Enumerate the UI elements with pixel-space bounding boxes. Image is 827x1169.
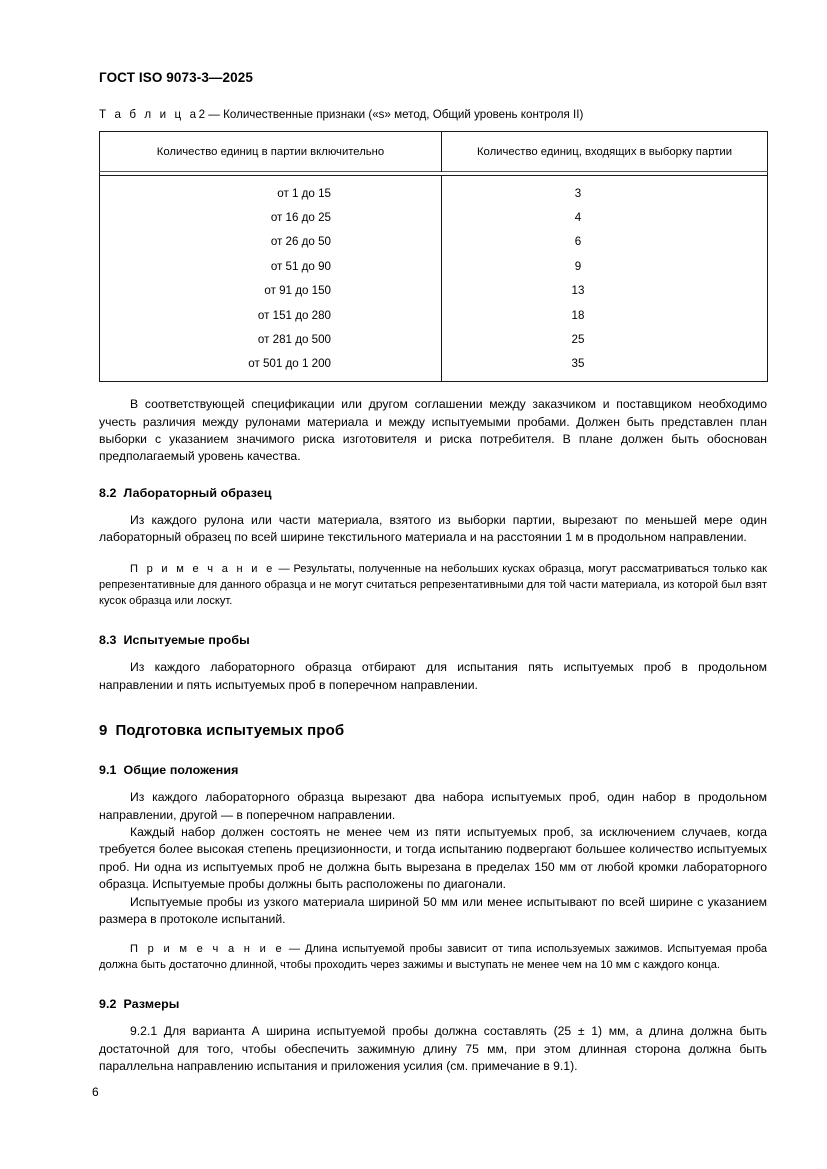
range-value: от 51 до 90 xyxy=(270,259,331,273)
spacer xyxy=(99,609,767,633)
range-value: от 91 до 150 xyxy=(264,284,331,298)
count-value: 9 xyxy=(574,259,582,273)
range-value: от 281 до 500 xyxy=(257,333,331,347)
table-cell-count xyxy=(442,279,768,303)
spacer xyxy=(99,1011,767,1023)
table-body xyxy=(100,176,768,382)
table-cell-range xyxy=(100,327,442,351)
heading-9-1-title: Общие положения xyxy=(123,763,239,778)
spacer xyxy=(99,777,767,789)
table-row xyxy=(100,303,768,327)
table-cell-count xyxy=(442,205,768,229)
running-head: ГОСТ ISO 9073-3—2025 xyxy=(99,70,253,85)
spacer xyxy=(99,466,767,486)
range-value: от 151 до 280 xyxy=(257,308,331,322)
spacer xyxy=(99,929,767,941)
count-value: 6 xyxy=(574,235,582,249)
count-value: 3 xyxy=(574,186,582,200)
table-cell-range xyxy=(100,352,442,382)
table-row xyxy=(100,327,768,351)
spacer xyxy=(99,547,767,561)
table-cell-count xyxy=(442,230,768,254)
table-header-cell-sample-size: Количество единиц, входящих в выборку партии xyxy=(476,146,733,158)
sampling-table xyxy=(99,131,768,382)
table-cell-count xyxy=(442,176,768,206)
heading-clause-9-title: Подготовка испытуемых проб xyxy=(115,722,345,740)
heading-8-2 xyxy=(99,486,767,500)
table-cell-range xyxy=(100,230,442,254)
table-row xyxy=(100,176,768,206)
heading-9-2-title: Размеры xyxy=(123,997,180,1012)
count-value: 18 xyxy=(571,308,585,322)
heading-8-3-number: 8.3 xyxy=(99,633,117,648)
spacer xyxy=(99,694,767,722)
table-header xyxy=(100,132,768,176)
heading-9-2 xyxy=(99,997,767,1011)
table-row xyxy=(100,205,768,229)
heading-8-2-number: 8.2 xyxy=(99,485,117,500)
page-content xyxy=(99,107,767,1075)
count-value: 25 xyxy=(571,333,585,347)
paragraph-9-2-1: 9.2.1 Для варианта А ширина испытуемой пробы должна составлять (25 ± 1) мм, а длина должна быть достаточной для того, чтобы обеспечить зажимную длину 75 мм, при этом длинная сторона должна быть параллельна направлению испытания и приложения усилия (см. примечание в 9.1). xyxy=(99,1024,767,1073)
table-row xyxy=(100,352,768,382)
spacer xyxy=(99,382,767,396)
table-header-row xyxy=(100,132,768,172)
paragraph-8-3: Из каждого лабораторного образца отбирают для испытания пять испытуемых проб в продольном направлении и пять испытуемых проб в поперечном направлении. xyxy=(99,660,767,692)
heading-9-1-number: 9.1 xyxy=(99,763,117,778)
paragraph-9-1-1: Из каждого лабораторного образца вырезают два набора испытуемых проб, один набор в продольном направлении, другой — в поперечном направлении. xyxy=(99,790,767,822)
table-caption-keyword: Т а б л и ц а xyxy=(99,108,199,121)
table-cell-count xyxy=(442,352,768,382)
paragraph-after-table: В соответствующей спецификации или другом соглашении между заказчиком и поставщиком необходимо учесть различия между рулонами материала и между испытуемыми пробами. Должен быть представлен план выборки с указанием значимого риска изготовителя и риска потребителя. В плане должен быть обоснован предполагаемый уровень качества. xyxy=(99,397,767,464)
table-caption xyxy=(99,107,767,122)
table-row xyxy=(100,230,768,254)
table-row xyxy=(100,279,768,303)
note-9-1-text: — Длина испытуемой пробы зависит от типа используемых зажимов. Испытуемая проба должна быть достаточно длинной, чтобы проходить через зажимы и выступать не менее чем на 10 мм с каждого конца. xyxy=(99,942,767,971)
spacer xyxy=(99,739,767,763)
note-9-1 xyxy=(99,941,767,974)
note-9-1-keyword: П р и м е ч а н и е xyxy=(130,942,285,955)
spacer xyxy=(99,973,767,997)
note-8-2-keyword: П р и м е ч а н и е xyxy=(130,562,275,575)
count-value: 35 xyxy=(571,357,585,371)
heading-clause-9-number: 9 xyxy=(99,722,108,740)
note-8-2-text: — Результаты, полученные на небольших кусках образца, могут рассматриваться только как репрезентативные для данного образца и не могут считаться репрезентативными для той части материала, из которой был взят кусок образца или лоскут. xyxy=(99,562,767,608)
table-cell-range xyxy=(100,176,442,206)
heading-9-2-number: 9.2 xyxy=(99,997,117,1012)
table-header-cell-lot-size: Количество единиц в партии включительно xyxy=(100,132,442,172)
heading-9-1 xyxy=(99,763,767,777)
table-caption-rest: 2 — Количественные признаки («s» метод, Общий уровень контроля II) xyxy=(198,108,584,121)
table-cell-range xyxy=(100,279,442,303)
heading-clause-9 xyxy=(99,722,767,739)
count-value: 4 xyxy=(574,211,582,225)
table-cell-count xyxy=(442,303,768,327)
table-cell-range xyxy=(100,205,442,229)
heading-8-3-title: Испытуемые пробы xyxy=(123,633,250,648)
paragraph-9-1-3: Испытуемые пробы из узкого материала шириной 50 мм или менее испытывают по всей ширине с указанием размера в протоколе испытаний. xyxy=(99,894,767,927)
table-cell-range xyxy=(100,254,442,278)
range-value: от 1 до 15 xyxy=(277,186,331,200)
heading-8-3 xyxy=(99,633,767,647)
table-row xyxy=(100,254,768,278)
range-value: от 26 до 50 xyxy=(270,235,331,249)
range-value: от 501 до 1 200 xyxy=(248,357,331,371)
table-cell-count xyxy=(442,254,768,278)
note-8-2 xyxy=(99,561,767,610)
page-number: 6 xyxy=(92,1085,99,1099)
heading-8-2-title: Лабораторный образец xyxy=(123,485,272,500)
paragraph-8-2: Из каждого рулона или части материала, взятого из выборки партии, вырезают по меньшей мере один лабораторный образец по всей ширине текстильного материала и на расстоянии 1 м в продольном направлении. xyxy=(99,512,767,545)
spacer xyxy=(99,647,767,659)
paragraph-9-1-2: Каждый набор должен состоять не менее чем из пяти испытуемых проб, за исключением случаев, когда требуется более высокая степень прецизионности, и тогда испытанию подвергают большее количество испытуемых проб. Ни одна из испытуемых проб не должна быть вырезана в пределах 150 мм от любой кромки лабораторного образца. Испытуемые пробы должны быть расположены по диагонали. xyxy=(99,825,767,892)
range-value: от 16 до 25 xyxy=(270,211,331,225)
table-cell-range xyxy=(100,303,442,327)
count-value: 13 xyxy=(571,284,585,298)
spacer xyxy=(99,500,767,512)
table-cell-count xyxy=(442,327,768,351)
